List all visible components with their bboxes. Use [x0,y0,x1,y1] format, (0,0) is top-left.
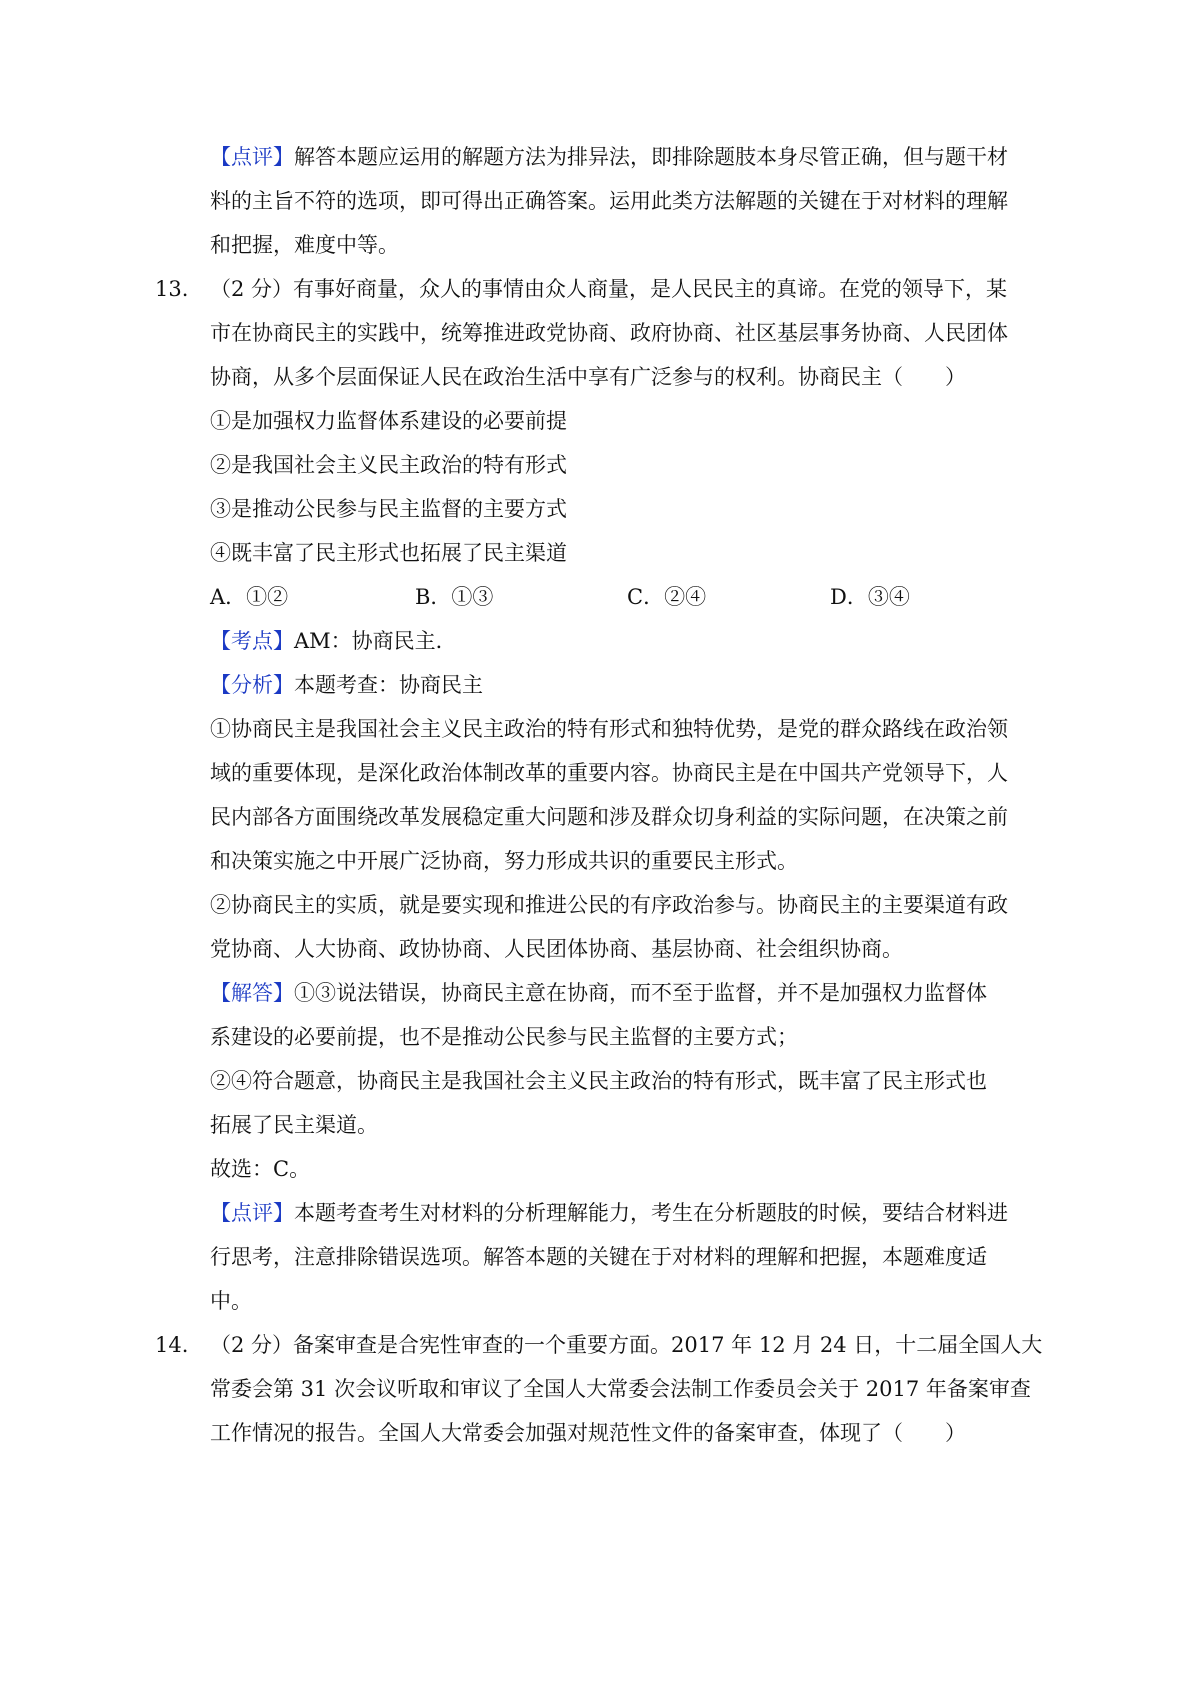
q13-answer: 故选：C。 [210,1157,311,1181]
jieda-tag: 【解答】 [210,981,294,1005]
q13-jieda-line-2: 系建设的必要前提，也不是推动公民参与民主监督的主要方式； [210,1025,798,1049]
q13-fenxi-p2-line-2: 党协商、人大协商、政协协商、人民团体协商、基层协商、社会组织协商。 [210,937,903,961]
q13-stem-line-3: 协商，从多个层面保证人民在政治生活中享有广泛参与的权利。协商民主（ ） [210,365,966,389]
review-tag: 【点评】 [210,145,294,169]
q14-stem-line-1: （2 分）备案审查是合宪性审查的一个重要方面。2017 年 12 月 24 日，十二届全国人大 [210,1333,1043,1357]
q13-dianping-line-3: 中。 [210,1289,252,1313]
q13-fenxi-p1-line-4: 和决策实施之中开展广泛协商，努力形成共识的重要民主形式。 [210,849,798,873]
q13-jieda-line-4: 拓展了民主渠道。 [210,1113,378,1137]
q13-jieda-line-1: 【解答】①③说法错误，协商民主意在协商，而不至于监督，并不是加强权力监督体 [210,981,987,1005]
q13-option-b: B．①③ [415,585,494,609]
q13-option-c: C．②④ [627,585,707,609]
q13-number: 13. [155,277,189,301]
kaodian-tag: 【考点】 [210,629,294,653]
q13-statement-1: ①是加强权力监督体系建设的必要前提 [210,409,567,433]
q12-review-line-2: 料的主旨不符的选项，即可得出正确答案。运用此类方法解题的关键在于对材料的理解 [210,189,1008,213]
q13-stem-line-1: （2 分）有事好商量，众人的事情由众人商量，是人民民主的真谛。在党的领导下，某 [210,277,1008,301]
q14-stem-line-2: 常委会第 31 次会议听取和审议了全国人大常委会法制工作委员会关于 2017 年备案审查 [210,1377,1031,1401]
q13-option-a: A．①② [210,585,289,609]
q13-fenxi-p1-line-1: ①协商民主是我国社会主义民主政治的特有形式和独特优势，是党的群众路线在政治领 [210,717,1008,741]
fenxi-tag: 【分析】 [210,673,294,697]
q13-fenxi: 【分析】本题考查：协商民主 [210,673,483,697]
q13-option-d: D．③④ [830,585,910,609]
q13-dianping-line-1: 【点评】本题考查考生对材料的分析理解能力，考生在分析题肢的时候，要结合材料进 [210,1201,1008,1225]
q13-fenxi-p1-line-2: 域的重要体现，是深化政治体制改革的重要内容。协商民主是在中国共产党领导下，人 [210,761,1008,785]
q13-stem-line-2: 市在协商民主的实践中，统筹推进政党协商、政府协商、社区基层事务协商、人民团体 [210,321,1008,345]
q13-kaodian: 【考点】AM：协商民主． [210,629,457,653]
q14-number: 14. [155,1333,189,1357]
q13-statement-3: ③是推动公民参与民主监督的主要方式 [210,497,567,521]
dianping-tag: 【点评】 [210,1201,294,1225]
q13-fenxi-p2-line-1: ②协商民主的实质，就是要实现和推进公民的有序政治参与。协商民主的主要渠道有政 [210,893,1008,917]
q12-review-line-3: 和把握，难度中等。 [210,233,399,257]
q12-review-line-1: 【点评】解答本题应运用的解题方法为排异法，即排除题肢本身尽管正确，但与题干材 [210,145,1008,169]
q13-jieda-line-3: ②④符合题意，协商民主是我国社会主义民主政治的特有形式，既丰富了民主形式也 [210,1069,987,1093]
q14-stem-line-3: 工作情况的报告。全国人大常委会加强对规范性文件的备案审查，体现了（ ） [210,1421,966,1445]
q13-statement-4: ④既丰富了民主形式也拓展了民主渠道 [210,541,567,565]
q13-statement-2: ②是我国社会主义民主政治的特有形式 [210,453,567,477]
q13-dianping-line-2: 行思考，注意排除错误选项。解答本题的关键在于对材料的理解和把握，本题难度适 [210,1245,987,1269]
q13-fenxi-p1-line-3: 民内部各方面围绕改革发展稳定重大问题和涉及群众切身利益的实际问题，在决策之前 [210,805,1008,829]
